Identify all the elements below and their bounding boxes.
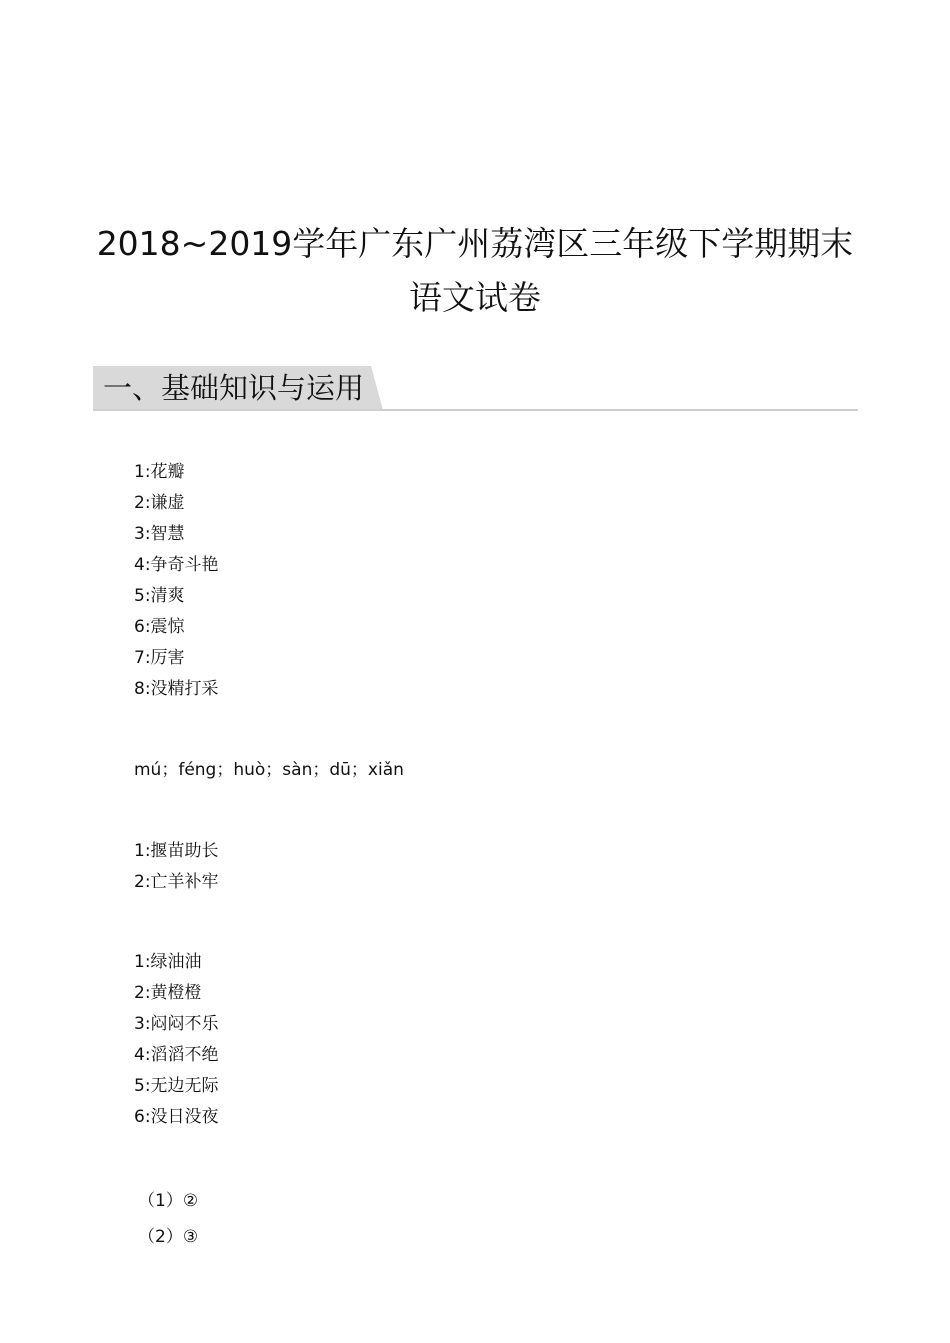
answer-item: 2:亡羊补牢 [134, 872, 219, 892]
answer-group-5 [138, 1183, 198, 1255]
answer-item: 6:震惊 [134, 617, 185, 637]
answer-item: 3:闷闷不乐 [134, 1014, 219, 1034]
answer-item: 1:花瓣 [134, 462, 185, 482]
answer-item: 6:没日没夜 [134, 1107, 219, 1127]
answer-item: 1:绿油油 [134, 952, 202, 972]
answer-item: 3:智慧 [134, 524, 185, 544]
answer-item: 4:争奇斗艳 [134, 555, 219, 575]
answer-item: 4:滔滔不绝 [134, 1045, 219, 1065]
document-title-line-2: 语文试卷 [409, 278, 541, 317]
answer-item: 7:厉害 [134, 648, 185, 668]
answer-item: 8:没精打采 [134, 679, 219, 699]
answer-item: （2）③ [138, 1227, 199, 1247]
section-divider [93, 409, 858, 411]
answer-group-1 [134, 457, 219, 705]
section-title: 一、基础知识与运用 [103, 371, 365, 405]
answer-item: （1）② [138, 1191, 199, 1211]
document-title-line-1: 2018~2019学年广东广州荔湾区三年级下学期期末 [96, 224, 854, 263]
answer-item: 5:清爽 [134, 586, 185, 606]
answer-item: 2:谦虚 [134, 493, 185, 513]
section-header [93, 366, 858, 412]
answer-group-4 [134, 947, 219, 1133]
answer-item: 5:无边无际 [134, 1076, 219, 1096]
answer-item: 1:揠苗助长 [134, 841, 219, 861]
answer-group-3 [134, 836, 219, 898]
answer-item: 2:黄橙橙 [134, 983, 202, 1003]
pinyin-answer: mú；féng；huò；sàn；dū；xiǎn [134, 760, 404, 780]
